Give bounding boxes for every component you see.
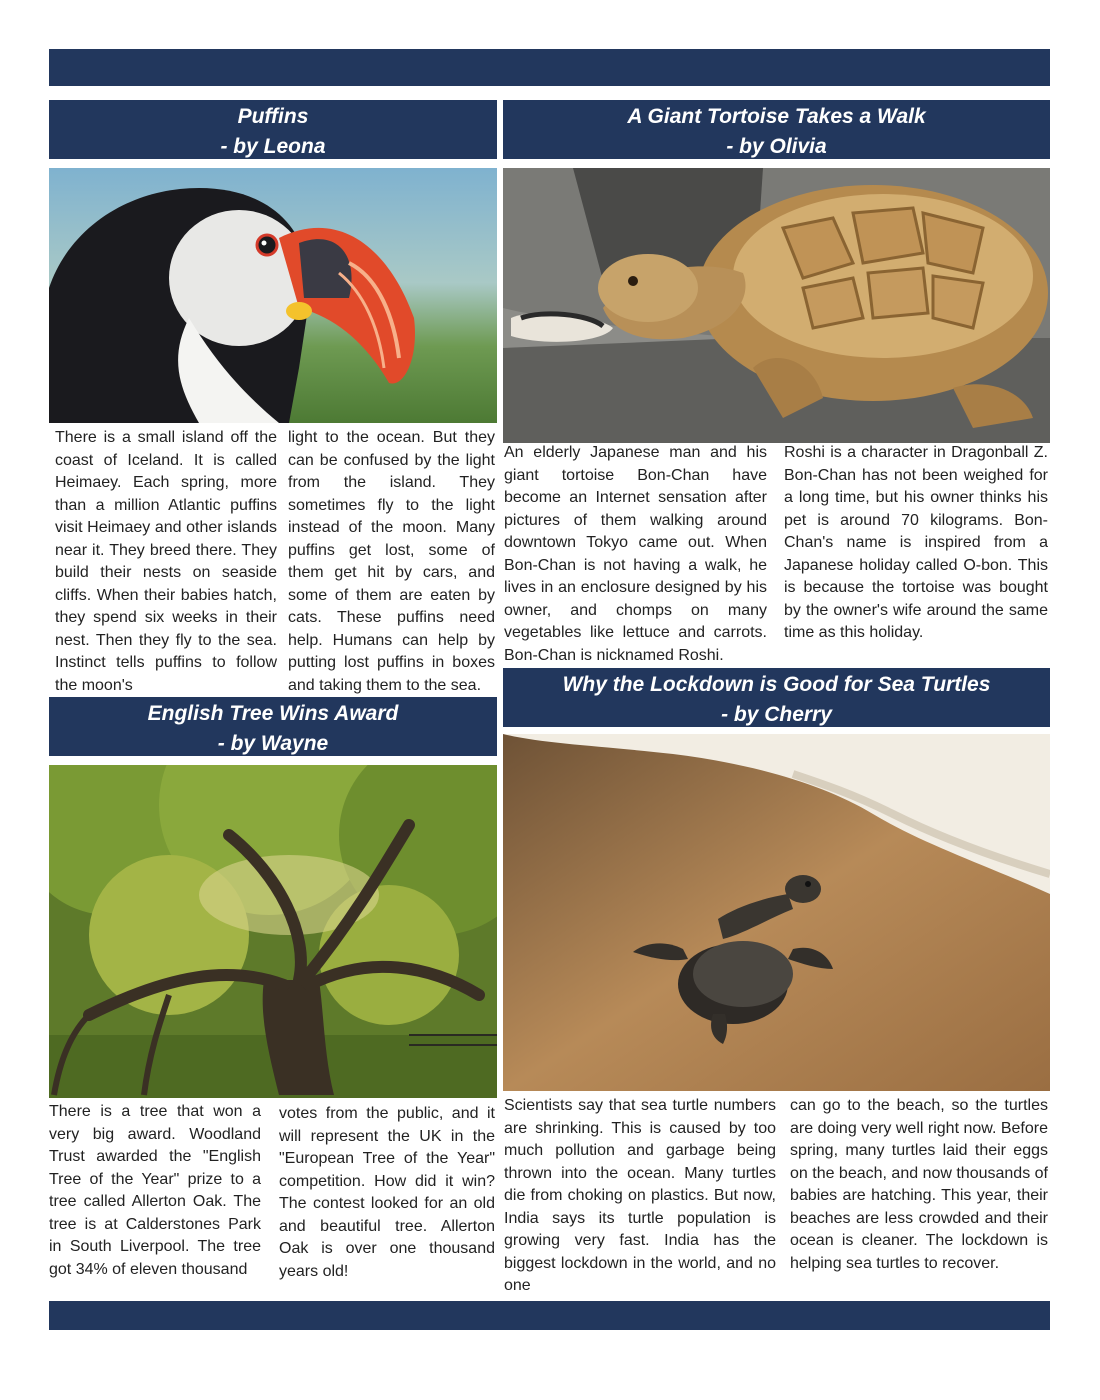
tortoise-photo: [503, 168, 1050, 443]
puffins-text-col-2: light to the ocean. But they can be confused by the light from the island. They sometimes fly to the light instead of the moon. Many puffins get lost, some of them get hit by cars, and some of them are eaten by cats. These puffins need help. Humans can help by putting lost puffins in boxes and taking them to the sea.: [288, 429, 495, 694]
tortoise-text-col-2: Roshi is a character in Dragonball Z. Bon-Chan has not been weighed for a long time, but his owner thinks his pet is around 70 kilograms. Bon-Chan's name is inspired from a Japanese holiday called O-bon. This is because the tortoise was bought by the owner's wife around the same time as this holiday.: [784, 444, 1048, 641]
puffins-byline: - by Leona: [220, 135, 326, 158]
tree-text-col-2: votes from the public, and it will represent the UK in the "European Tree of the Year" competition. How did it win? The contest looked for an old and beautiful tree. Allerton Oak is over one thousand years old!: [279, 1105, 495, 1280]
turtles-text-col-1: Scientists say that sea turtle numbers are shrinking. This is caused by too much pollution and garbage being thrown into the ocean. Many turtles die from choking on plastics. But now, India says its turtle population is growing very fast. India has the biggest lockdown in the world, and no one: [504, 1097, 776, 1294]
turtles-text-col-2: can go to the beach, so the turtles are doing very well right now. Before spring, many turtles laid their eggs on the beach, and now thousands of babies are hatching. This year, their beaches are less crowded and their ocean is cleaner. The lockdown is helping sea turtles to recover.: [790, 1097, 1048, 1272]
puffins-text-col-1: There is a small island off the coast of Iceland. It is called Heimaey. Each spring, more than a million Atlantic puffins visit Heimaey and other islands near it. They breed there. They build their nests on seaside cliffs. When their babies hatch, they spend six weeks in their nest. Then they fly to the sea. Instinct tells puffins to follow the moon's: [55, 429, 277, 694]
oak-tree-photo: [49, 765, 497, 1098]
tortoise-text-col-1: An elderly Japanese man and his giant tortoise Bon-Chan have become an Internet sensation after pictures of them walking around downtown Tokyo came out. When Bon-Chan is not having a walk, he lives in an enclosure designed by his owner, and chomps on many vegetables like lettuce and carrots. Bon-Chan is nicknamed Roshi.: [504, 444, 767, 664]
tree-byline: - by Wayne: [217, 732, 329, 755]
top-banner-bar: [49, 49, 1050, 86]
puffin-photo: [49, 168, 497, 423]
tree-heading: [49, 697, 497, 756]
turtles-byline: - by Cherry: [721, 703, 832, 726]
tortoise-title: A Giant Tortoise Takes a Walk: [627, 105, 926, 128]
tree-title: English Tree Wins Award: [147, 702, 399, 725]
tortoise-heading: [503, 100, 1050, 159]
puffins-heading: [49, 100, 497, 159]
turtles-heading: [503, 668, 1050, 727]
turtles-title: Why the Lockdown is Good for Sea Turtles: [562, 673, 991, 696]
sea-turtle-photo: [503, 734, 1050, 1091]
puffins-title: Puffins: [237, 105, 309, 128]
tree-text-col-1: There is a tree that won a very big award. Woodland Trust awarded the "English Tree of the Year" prize to a tree called Allerton Oak. The tree is at Calderstones Park in South Liverpool. The tree got 34% of eleven thousand: [49, 1103, 261, 1278]
bottom-banner-bar: [49, 1301, 1050, 1330]
tortoise-byline: - by Olivia: [726, 135, 827, 158]
